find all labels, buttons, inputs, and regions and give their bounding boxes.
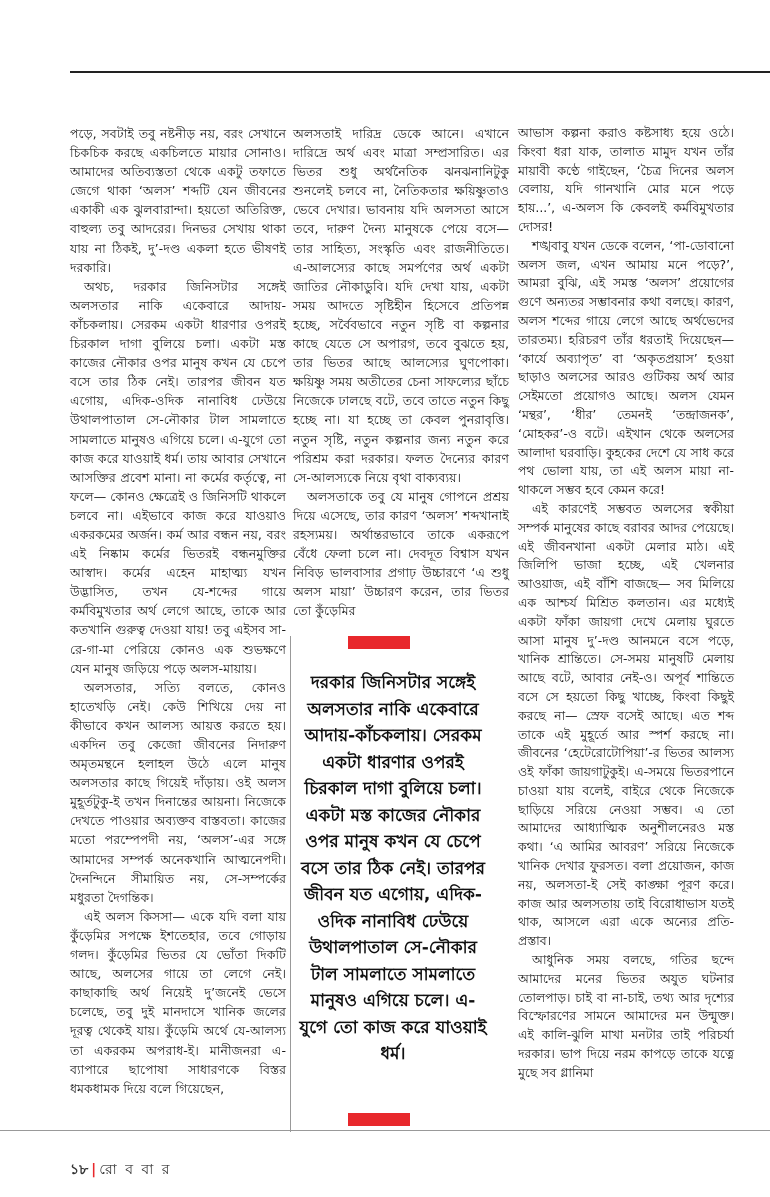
header-rule <box>70 71 770 73</box>
paragraph: অলসতার, সত্যি বলতে, কোনও হাতেখড়ি নেই। কেউ শিখিয়ে দেয় না কীভাবে কখন আলস্য আয়ত্ত করতে হয়। একদিন তবু কেজো জীবনের নিদারুণ অমৃতমন্থনে হলাহল উঠে এলে মানুষ অলসতার কাছে গিয়েই দাঁড়ায়। ওই অলস মুহূর্তটুকু-ই তখন দিনান্তের আয়না। নিজেকে দেখতে পাওয়ার অব্যক্তব বাস্তবতা। কাজের মতো পরম্পেপদী নয়, ‘অলস’-এর সঙ্গে আমাদের সম্পর্ক অনেকখানি আত্মনেপদী। দৈনন্দিনে সীমায়িত নয়, সে-সম্পর্কের মধুরতা দৈগন্তিক। <box>70 679 286 905</box>
pull-quote-box <box>290 636 489 1132</box>
paragraph: শঙ্খবাবু যখন ডেকে বলেন, ‘পা-ডোবানো অলস জল, এখন আমায় মনে পড়ে?’, আমরা বুঝি, এই সমস্ত ‘অলস’ প্রয়োগের গুণে অন্যতর সম্ভাবনার কথা বলছে। কারণ, অলস শব্দের গায়ে লেগে আছে অর্থভেদের তারতম্য। হরিচরণ তাঁর ধরতাই দিয়েছেন— ‘কার্যে অব্যাপৃত’ বা ‘অকৃতপ্রয়াস’ হওয়া ছাড়াও অলসের আরও গুটিকয় অর্থ আর সেইমতো প্রয়োগও আছে। অলস যেমন ‘মন্থর’, ‘ধীর’ তেমনই ‘তন্দ্রাজনক’, ‘মোহকর’-ও বটে। এইখান থেকে অলসের আলাদা ঘরবাড়ি। কুহকের দেশে যে সাধ করে পথ ভোলা যায়, তা এই অলস মায়া না-থাকলে সম্ভব হবে কেমন করে! <box>518 237 734 498</box>
article-column-1 <box>70 124 286 1104</box>
paragraph: আভাস কল্পনা করাও কষ্টসাধ্য হয়ে ওঠে। কিংবা ধরা যাক, তালাত মামুদ যখন তাঁর মায়াবী কণ্ঠে গাইছেন, ‘চৈত্র দিনের অলস বেলায়, যদি গানখানি মোর মনে পড়ে হায়...’, এ-অলস কি কেবলই কর্মবিমুখতার দোসর! <box>518 125 734 234</box>
folio-separator: | <box>91 1162 97 1178</box>
magazine-name: রো ব বা র <box>99 1162 172 1178</box>
paragraph: অলসতাকে তবু যে মানুষ গোপনে প্রশ্রয় দিয়ে এসেছে, তার কারণ ‘অলস’ শব্দখানাই রহস্যময়। অর্থান্তরভাবে তাকে একরূপে বেঁধে ফেলা চলে না। দেবদূত বিশ্বাস যখন নিবিড় ভালবাসার প্রগাঢ় উচ্চারণে ‘এ শুধু অলস মায়া’ উচ্চারণ করেন, তার ভিতর তো কুঁড়েমির <box>293 488 509 619</box>
article-column-3 <box>518 124 734 1114</box>
paragraph: পড়ে, সবটাই তবু নষ্টনীড় নয়, বরং সেখানে চিকচিক করছে একচিলতে মায়ার সোনাও। আমাদের অতিব্যস্ততা থেকে একটু তফাতে জেগে থাকা ‘অলস’ শব্দটি যেন জীবনের একাকী এক ঝুলবারান্দা। হয়তো অতিরিক্ত, বাহুল্য তবু আদরের। দিনভর সেখায় থাকা যায় না ঠিকই, দু’-দণ্ড একলা হতে ভীষণই দরকারি। <box>70 126 286 275</box>
paragraph: আধুনিক সময় বলছে, গতির ছন্দে আমাদের মনের ভিতর অযুত ঘটনার তোলপাড়। চাই বা না-চাই, তথ্য আর দৃশ্যের বিস্ফোরণের সামনে আমাদের মন উন্মুক্ত। এই কালি-ঝুলি মাখা মনটার তাই পরিচর্যা দরকার। ভাপ দিয়ে নরম কাপড়ে তাকে যত্নে মুছে সব গ্লানিমা <box>518 952 734 1080</box>
page-folio <box>70 1158 171 1182</box>
paragraph: অলসতাই দারিদ্র ডেকে আনে। এখানে দারিদ্রে অর্থ এবং মাত্রা সম্প্রসারিত। এর ভিতর শুধু অর্থনৈতিক ঝনঝনানিটুকু শুনলেই চলবে না, নৈতিকতার ক্ষয়িষ্ণুতাও ভেবে দেখার। ভাবনায় যদি অলসতা আসে তবে, দারুণ দৈন্য মানুষকে পেয়ে বসে— তার সাহিত্য, সংস্কৃতি এবং রাজনীতিতে। এ-আলস্যের কাছে সমর্পণের অর্থ একটা জাতির নৌকাডুবি। যদি দেখা যায়, একটা সময় আদতে সৃষ্টিহীন হিসেবে প্রতিপন্ন হচ্ছে, সর্বৈবভাবে নতুন সৃষ্টি বা কল্পনার কাছে যেতে সে অপারগ, তবে বুঝতে হয়, তার ভিতর আছে আলস্যের ঘুণপোকা। ক্ষয়িষ্ণু সময় অতীতের চেনা সাফল্যের ছাঁচে নিজেকে ঢালছে বটে, তবে তাতে নতুন কিছু হচ্ছে না। যা হচ্ছে তা কেবল পুনরাবৃত্তি। নতুন সৃষ্টি, নতুন কল্পনার জন্য নতুন করে পরিশ্রম করা দরকার। ফলত দৈন্যের কারণ সে-আলস্যকে নিয়ে বৃথা বাক্যব্যয়। <box>293 126 509 485</box>
footer-rule <box>0 1130 770 1131</box>
pull-quote-top-accent-bar <box>348 636 410 649</box>
pull-quote-bottom-accent-bar <box>348 1113 410 1126</box>
page-number: ১৮ <box>70 1162 89 1178</box>
paragraph: এই অলস কিসসা— একে যদি বলা যায় কুঁড়েমির সপক্ষে ইশতেহার, তবে গোড়ায় গলদ। কুঁড়েমির ভিতর যে ভোঁতা দিকটি আছে, অলসের গায়ে তা লেগে নেই। কাছাকাছি অর্থ নিয়েই দু’জনেই ভেসে চলেছে, তবু দুই মানদাসে খানিক জলের দূরত্ব থেকেই যায়। কুঁড়েমি অর্থে যে-আলস্য তা একরকম অপরাধ-ই। মানীজনরা এ-ব্যাপারে ছাপোষা সাধারণকে বিস্তর ধমকধামক দিয়ে বলে গিয়েছেন, <box>70 908 286 1096</box>
article-column-2 <box>293 124 509 634</box>
paragraph: এই কারণেই সম্ভবত অলসের স্বকীয়া সম্পর্ক মানুষের কাছে বরাবর আদর পেয়েছে। এই জীবনখানা একটা মেলার মাঠ। এই জিলিপি ভাজা হচ্ছে, এই খেলনার আওয়াজ, এই বাঁশি বাজছে— সব মিলিয়ে এক আশ্চর্য মিশ্রিত কলতান। এর মধ্যেই একটা ফাঁকা জায়গা দেখে মেলায় ঘুরতে আসা মানুষ দু’-দণ্ড আনমনে বসে পড়ে, খানিক শ্রান্তিতে। সে-সময় মানুষটি মেলায় আছে বটে, আবার নেই-ও। অপূর্ব শান্তিতে বসে সে হয়তো কিছু খাচ্ছে, কিংবা কিছুই করছে না— স্রেফ বসেই আছে। এত শব্দ তাকে এই মুহূর্তে আর স্পর্শ করছে না। জীবনের ‘হেটেরোটোপিয়া’-র ভিতর আলস্য ওই ফাঁকা জায়গাটুকুই। এ-সময়ে ভিতরপানে চাওয়া যায় বলেই, বাইরে থেকে নিজেকে ছাড়িয়ে সরিয়ে নেওয়া সম্ভব। এ তো আমাদের আধ্যাত্মিক অনুশীলনেরও মস্ত কথা। ‘এ আমির আবরণ’ সরিয়ে নিজেকে খানিক দেখার ফুরসত। বলা প্রয়োজন, কাজ নয়, অলসতা-ই সেই কাঙ্ক্ষা পূরণ করে। কাজ আর অলসতায় তাই বিরোধাভাস যতই থাক, আসলে এরা একে অন্যের প্রতি-প্রস্তাব। <box>518 500 734 949</box>
paragraph: অথচ, দরকার জিনিসটার সঙ্গেই অলসতার নাকি একেবারে আদায়-কাঁচকলায়। সেরকম একটা ধারণার ওপরই চিরকাল দাগা বুলিয়ে চলা। একটা মস্ত কাজের নৌকার ওপর মানুষ কখন যে চেপে বসে তার ঠিক নেই। তারপর জীবন যত এগোয়, এদিক-ওদিক নানাবিধ ঢেউয়ে উথালপাতাল সে-নৌকার টাল সামলাতে সামলাতে মানুষও এগিয়ে চলে। এ-যুগে তো কাজ করে যাওয়াই ধর্ম। তায় আবার সেখানে আসক্তির প্রবেশ মানা। না কর্মের কর্তৃত্বে, না ফলে— কোনও ক্ষেত্রেই ও জিনিসটি থাকলে চলবে না। এইভাবে কাজ করে যাওয়াও একরকমের অর্জন। কর্ম আর বন্ধন নয়, বরং এই নিষ্কাম কর্মের ভিতরই বন্ধনমুক্তির আস্বাদ। কর্মের এহেন মাহাত্ম্য যখন উদ্ভাসিত, তখন যে-শব্দের গায়ে কর্মবিমুখতার অর্থ লেগে আছে, তাকে আর কতখানি গুরুত্ব দেওয়া যায়! তবু এইসব সা-রে-গা-মা পেরিয়ে কোনও এক শুভক্ষণে যেন মানুষ জড়িয়ে পড়ে অলস-মায়ায়। <box>70 278 286 676</box>
pull-quote: দরকার জিনিসটার সঙ্গেই অলসতার নাকি একেবারে আদায়-কাঁচকলায়। সেরকম একটা ধারণার ওপরই চিরকাল দাগা বুলিয়ে চলা। একটা মস্ত কাজের নৌকার ওপর মানুষ কখন যে চেপে বসে তার ঠিক নেই। তারপর জীবন যত এগোয়, এদিক-ওদিক নানাবিধ ঢেউয়ে উথালপাতাল সে-নৌকার টাল সামলাতে সামলাতে মানুষও এগিয়ে চলে। এ-যুগে তো কাজ করে যাওয়াই ধর্ম। <box>299 673 487 1064</box>
